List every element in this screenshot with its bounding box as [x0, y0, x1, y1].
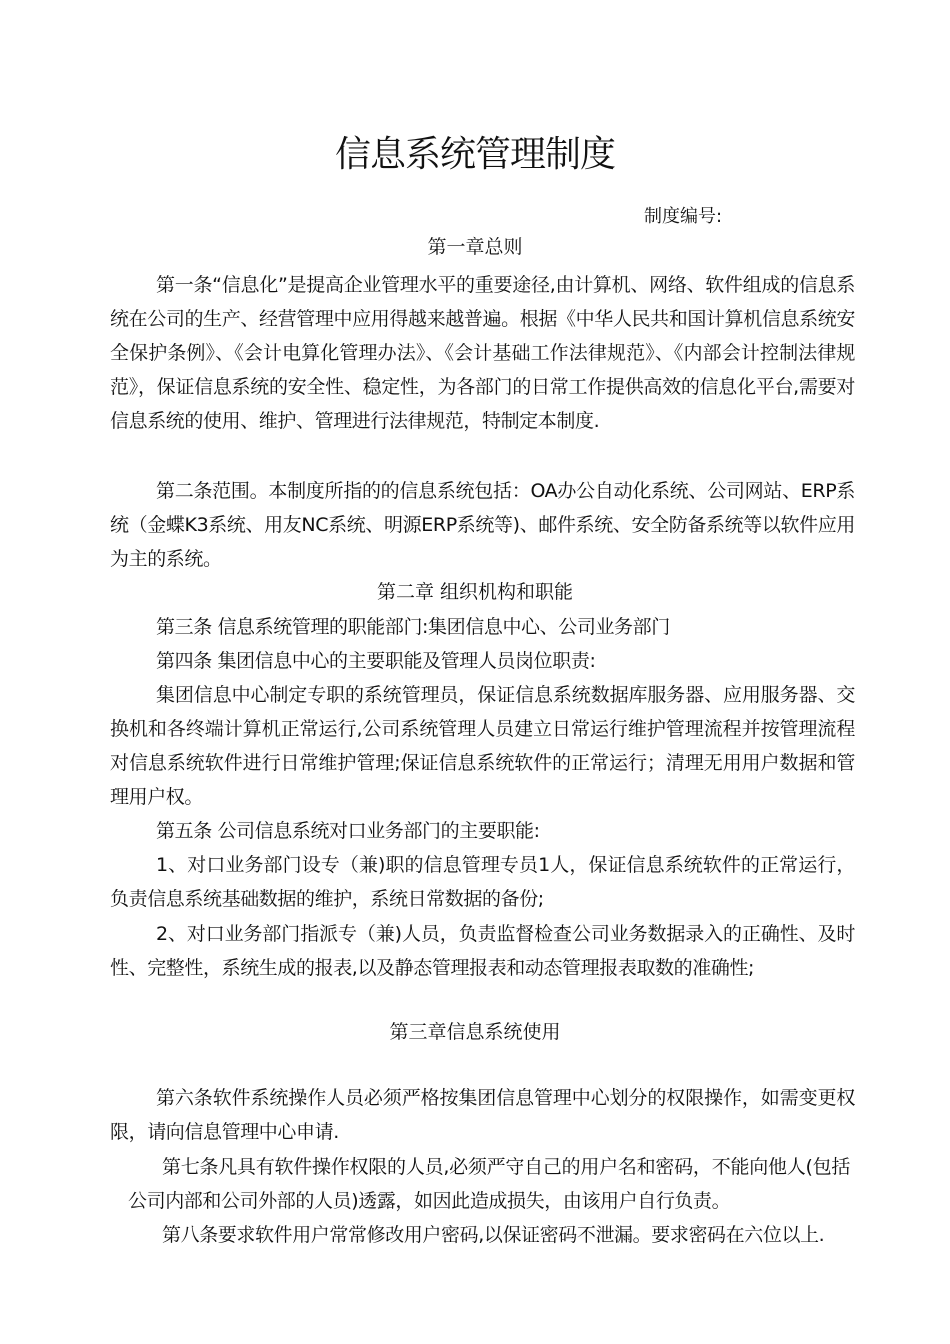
article-8: 第八条要求软件用户常常修改用户密码,以保证密码不泄漏。要求密码在六位以上.	[162, 1224, 825, 1246]
article-1: 第一条“信息化”是提高企业管理水平的重要途径,由计算机、网络、软件组成的信息系统在公司的生产、经营管理中应用得越来越普遍。根据《中华人民共和国计算机信息系统安全保护条例》、《会计电算化管理办法》、《会计基础工作法律规范》、《内部会计控制法律规范》，保证信息系统的安全性、稳定性，为各部门的日常工作提供高效的信息化平台,需要对信息系统的使用、维护、管理进行法律规范，特制定本制度.	[110, 274, 855, 432]
chapter-3-heading: 第三章信息系统使用	[389, 1021, 561, 1043]
doc-number-label: 制度编号:	[644, 206, 723, 227]
document-title: 信息系统管理制度	[334, 134, 615, 175]
article-5: 第五条 公司信息系统对口业务部门的主要职能:	[156, 820, 540, 842]
article-5-item-2: 2、对口业务部门指派专（兼)人员，负责监督检查公司业务数据录入的正确性、及时性、完整性，系统生成的报表,以及静态管理报表和动态管理报表取数的准确性;	[110, 923, 855, 979]
chapter-2-heading: 第二章 组织机构和职能	[376, 581, 574, 603]
chapter-1-heading: 第一章总则	[427, 236, 523, 258]
article-4-body: 集团信息中心制定专职的系统管理员，保证信息系统数据库服务器、应用服务器、交换机和各终端计算机正常运行,公司系统管理人员建立日常运行维护管理流程并按管理流程对信息系统软件进行日常维护管理;保证信息系统软件的正常运行；清理无用用户数据和管理用户权。	[110, 684, 855, 808]
article-2: 第二条范围。本制度所指的的信息系统包括：OA办公自动化系统、公司网站、ERP系统（金蝶K3系统、用友NC系统、明源ERP系统等)、邮件系统、安全防备系统等以软件应用为主的系统。	[110, 480, 855, 570]
article-7: 第七条凡具有软件操作权限的人员,必须严守自己的用户名和密码，不能向他人(包括公司内部和公司外部的人员)透露，如因此造成损失，由该用户自行负责。	[128, 1156, 850, 1212]
article-5-item-1: 1、对口业务部门设专（兼)职的信息管理专员1人，保证信息系统软件的正常运行，负责信息系统基础数据的维护，系统日常数据的备份;	[110, 854, 855, 910]
article-4: 第四条 集团信息中心的主要职能及管理人员岗位职责:	[156, 650, 596, 672]
article-6: 第六条软件系统操作人员必须严格按集团信息管理中心划分的权限操作，如需变更权限，请向信息管理中心申请.	[110, 1087, 855, 1143]
article-3: 第三条 信息系统管理的职能部门:集团信息中心、公司业务部门	[156, 616, 670, 638]
